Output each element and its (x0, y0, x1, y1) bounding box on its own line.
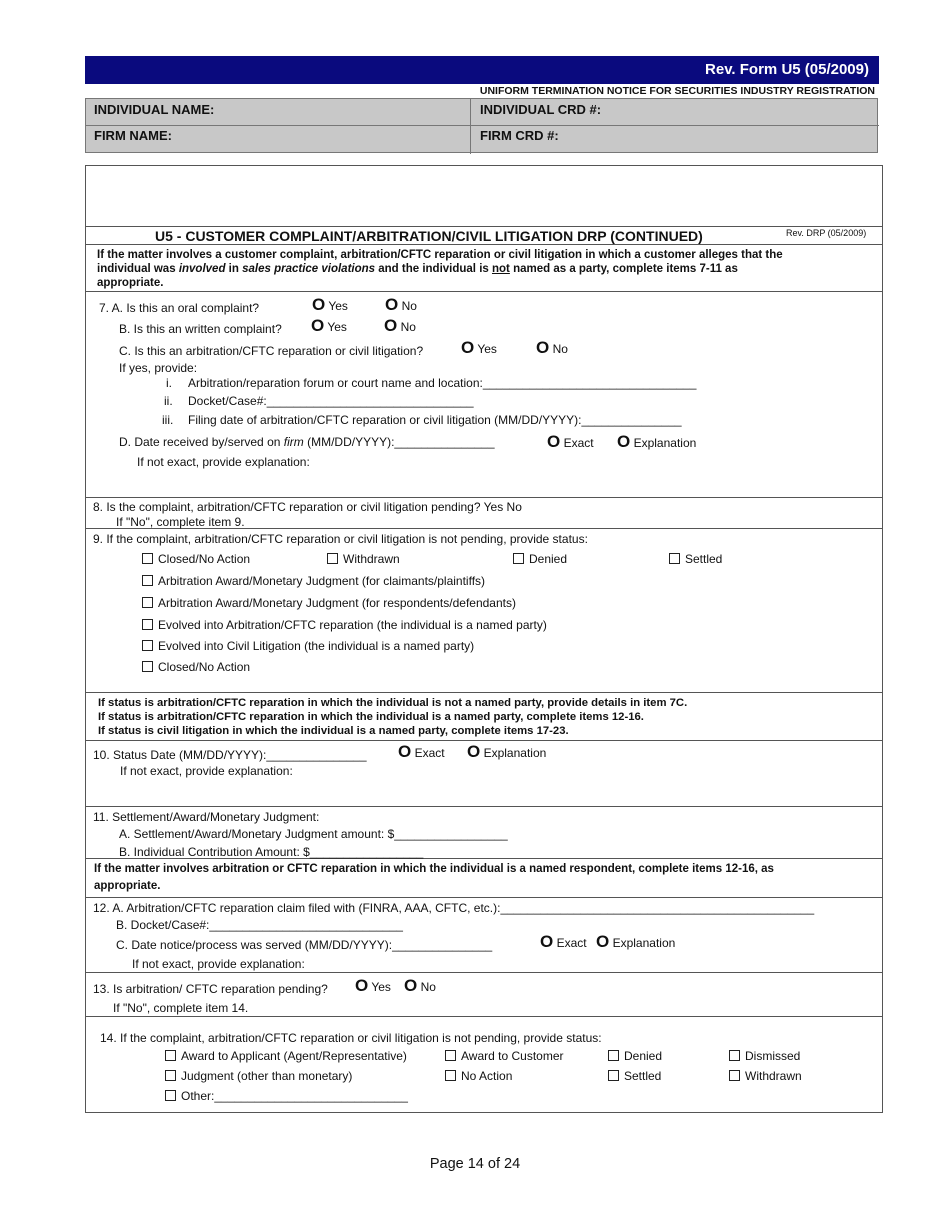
item9-evolved-civil[interactable]: Evolved into Civil Litigation (the individual is a named party) (142, 639, 474, 653)
item12-explanation[interactable]: O Explanation (596, 932, 676, 951)
checkbox-icon (729, 1050, 740, 1061)
checkbox-icon (669, 553, 680, 564)
item11-title: 11. Settlement/Award/Monetary Judgment: (93, 810, 320, 824)
radio-icon: O (547, 432, 561, 451)
intro-line-3: appropriate. (97, 277, 164, 289)
item7-d-exact[interactable]: O Exact (547, 432, 594, 451)
item7-i-num: i. (166, 376, 172, 390)
item14-question: 14. If the complaint, arbitration/CFTC reparation or civil litigation is not pending, provide status: (100, 1031, 602, 1045)
arbitration-note (94, 861, 774, 895)
item10-status-date-field[interactable]: 10. Status Date (MM/DD/YYYY):_______________ (93, 748, 367, 762)
item9-award-respondents[interactable]: Arbitration Award/Monetary Judgment (for respondents/defendants) (142, 596, 516, 610)
item7-a-no[interactable]: O No (385, 295, 417, 314)
divider (85, 897, 883, 898)
item12-exact[interactable]: O Exact (540, 932, 587, 951)
item13-no[interactable]: O No (404, 976, 436, 995)
item9-evolved-arbitration[interactable]: Evolved into Arbitration/CFTC reparation (the individual is a named party) (142, 618, 547, 632)
divider (85, 806, 883, 807)
divider (85, 244, 883, 245)
item11-amount-field[interactable]: A. Settlement/Award/Monetary Judgment amount: $_________________ (119, 827, 508, 841)
item12-docket-field[interactable]: B. Docket/Case#:_____________________________ (116, 918, 403, 932)
form-banner (85, 56, 879, 84)
item9-award-claimants[interactable]: Arbitration Award/Monetary Judgment (for claimants/plaintiffs) (142, 574, 485, 588)
item10-explanation[interactable]: O Explanation (467, 742, 547, 761)
item10-not-exact: If not exact, provide explanation: (120, 764, 293, 778)
checkbox-icon (142, 553, 153, 564)
radio-icon: O (312, 295, 326, 314)
item7-if-yes: If yes, provide: (119, 361, 198, 375)
form-subtitle: UNIFORM TERMINATION NOTICE FOR SECURITIES INDUSTRY REGISTRATION (479, 85, 875, 97)
item14-settled[interactable]: Settled (608, 1069, 661, 1083)
arbitration-note-line-1: If the matter involves arbitration or CFTC reparation in which the individual is a named respondent, complete items 12-16, as (94, 863, 774, 875)
item14-dismissed[interactable]: Dismissed (729, 1049, 800, 1063)
firm-name-label: FIRM NAME: (94, 128, 172, 143)
individual-name-label: INDIVIDUAL NAME: (94, 102, 215, 117)
divider (85, 972, 883, 973)
item7-c-yes[interactable]: O Yes (461, 338, 497, 357)
checkbox-icon (142, 640, 153, 651)
radio-icon: O (355, 976, 369, 995)
checkbox-icon (165, 1070, 176, 1081)
item14-award-applicant[interactable]: Award to Applicant (Agent/Representative) (165, 1049, 407, 1063)
item7-ii-num: ii. (164, 394, 173, 408)
checkbox-icon (142, 575, 153, 586)
item7-b-question: B. Is this an written complaint? (119, 322, 282, 336)
item14-no-action[interactable]: No Action (445, 1069, 512, 1083)
divider (85, 740, 883, 741)
divider (85, 692, 883, 693)
item12-served-date-field[interactable]: C. Date notice/process was served (MM/DD/YYYY):_______________ (116, 938, 493, 952)
divider (470, 99, 471, 154)
item13-yes[interactable]: O Yes (355, 976, 391, 995)
item7-b-no[interactable]: O No (384, 316, 416, 335)
divider (85, 1016, 883, 1017)
radio-icon: O (617, 432, 631, 451)
identity-box (85, 98, 878, 153)
radio-icon: O (536, 338, 550, 357)
arbitration-note-line-2: appropriate. (94, 880, 161, 892)
item14-other[interactable]: Other:_____________________________ (165, 1089, 408, 1103)
item13-question: 13. Is arbitration/ CFTC reparation pending? (93, 982, 328, 996)
item7-docket-field[interactable]: Docket/Case#:_______________________________ (188, 394, 474, 408)
checkbox-icon (142, 661, 153, 672)
item14-award-customer[interactable]: Award to Customer (445, 1049, 564, 1063)
status-note-1: If status is arbitration/CFTC reparation in which the individual is not a named party, provide details in item 7C. (98, 697, 688, 709)
radio-icon: O (311, 316, 325, 335)
checkbox-icon (445, 1050, 456, 1061)
intro-note (97, 248, 783, 290)
checkbox-icon (327, 553, 338, 564)
form-title: Rev. Form U5 (05/2009) (705, 61, 869, 78)
item12-claim-filed-field[interactable]: 12. A. Arbitration/CFTC reparation claim filed with (FINRA, AAA, CFTC, etc.):_______________________________________________ (93, 901, 815, 915)
item7-a-yes[interactable]: O Yes (312, 295, 348, 314)
radio-icon: O (461, 338, 475, 357)
item14-withdrawn[interactable]: Withdrawn (729, 1069, 802, 1083)
intro-line-1: If the matter involves a customer complaint, arbitration/CFTC reparation or civil litigation in which a customer alleges that the (97, 249, 783, 261)
item8-question: 8. Is the complaint, arbitration/CFTC reparation or civil litigation pending? Yes No (93, 500, 522, 514)
radio-icon: O (398, 742, 412, 761)
checkbox-icon (513, 553, 524, 564)
checkbox-icon (729, 1070, 740, 1081)
item10-exact[interactable]: O Exact (398, 742, 445, 761)
item7-forum-field[interactable]: Arbitration/reparation forum or court name and location:________________________________ (188, 376, 697, 390)
checkbox-icon (142, 619, 153, 630)
item7-c-no[interactable]: O No (536, 338, 568, 357)
firm-crd-label: FIRM CRD #: (480, 128, 559, 143)
status-note-2: If status is arbitration/CFTC reparation in which the individual is a named party, complete items 12-16. (98, 711, 644, 723)
radio-icon: O (596, 932, 610, 951)
item7-b-yes[interactable]: O Yes (311, 316, 347, 335)
checkbox-icon (165, 1050, 176, 1061)
divider (86, 125, 879, 126)
item7-iii-num: iii. (162, 413, 174, 427)
item9-denied[interactable]: Denied (513, 552, 567, 566)
status-note-3: If status is civil litigation in which the individual is a named party, complete items 17-23. (98, 725, 569, 737)
item7-d-date-field[interactable]: D. Date received by/served on firm (MM/DD/YYYY):_______________ (119, 435, 495, 449)
item8-note: If "No", complete item 9. (116, 515, 245, 529)
checkbox-icon (608, 1070, 619, 1081)
radio-icon: O (384, 316, 398, 335)
radio-icon: O (385, 295, 399, 314)
checkbox-icon (445, 1070, 456, 1081)
checkbox-icon (608, 1050, 619, 1061)
item9-withdrawn[interactable]: Withdrawn (327, 552, 400, 566)
divider (85, 291, 883, 292)
page-number: Page 14 of 24 (429, 1156, 521, 1172)
section-title: U5 - CUSTOMER COMPLAINT/ARBITRATION/CIVIL LITIGATION DRP (CONTINUED) (155, 228, 703, 244)
checkbox-icon (165, 1090, 176, 1101)
intro-line-2: individual was involved in sales practice violations and the individual is not named as a party, complete items 7-11 as (97, 263, 738, 275)
checkbox-icon (142, 597, 153, 608)
radio-icon: O (540, 932, 554, 951)
item7-filing-date-field[interactable]: Filing date of arbitration/CFTC reparation or civil litigation (MM/DD/YYYY):_______________ (188, 413, 682, 427)
individual-crd-label: INDIVIDUAL CRD #: (480, 102, 602, 117)
item9-settled[interactable]: Settled (669, 552, 722, 566)
item14-judgment[interactable]: Judgment (other than monetary) (165, 1069, 352, 1083)
item9-question: 9. If the complaint, arbitration/CFTC reparation or civil litigation is not pending, provide status: (93, 532, 588, 546)
item9-closed-no-action-2[interactable]: Closed/No Action (142, 660, 250, 674)
item7-not-exact: If not exact, provide explanation: (137, 455, 310, 469)
item9-closed-no-action[interactable]: Closed/No Action (142, 552, 250, 566)
radio-icon: O (404, 976, 418, 995)
item13-note: If "No", complete item 14. (113, 1001, 249, 1015)
radio-icon: O (467, 742, 481, 761)
drp-revision: Rev. DRP (05/2009) (786, 228, 867, 238)
divider (85, 497, 883, 498)
item7-a-question: 7. A. Is this an oral complaint? (99, 301, 260, 315)
item7-d-explanation[interactable]: O Explanation (617, 432, 697, 451)
status-notes (98, 696, 687, 738)
item14-denied[interactable]: Denied (608, 1049, 662, 1063)
item7-c-question: C. Is this an arbitration/CFTC reparation or civil litigation? (119, 344, 424, 358)
item11-contribution-field[interactable]: B. Individual Contribution Amount: $_________________ (119, 845, 424, 859)
item12-not-exact: If not exact, provide explanation: (132, 957, 305, 971)
divider (85, 226, 883, 227)
